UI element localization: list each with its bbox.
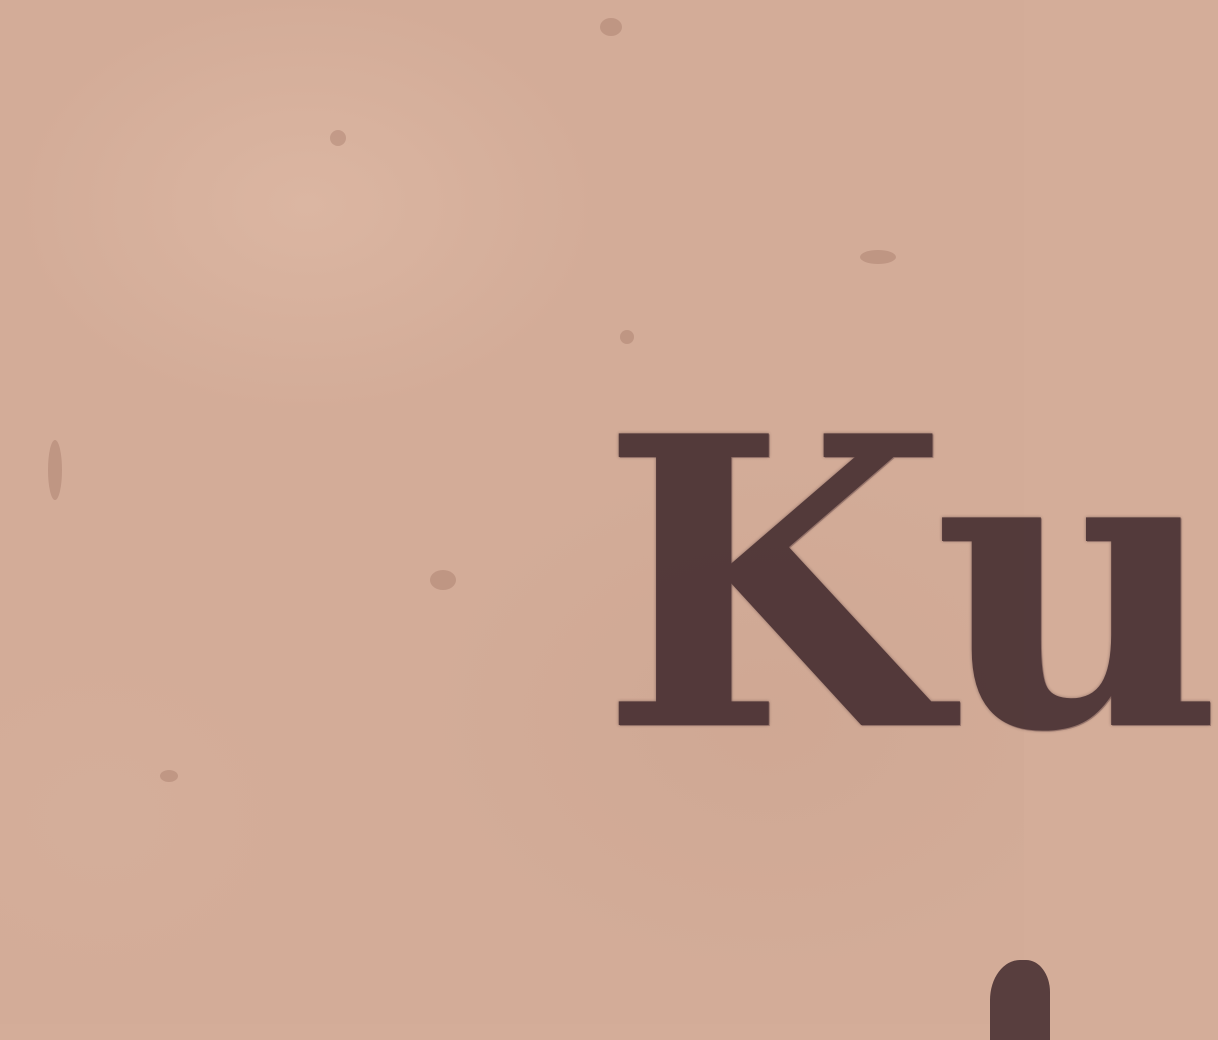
paper-speck [620, 330, 634, 344]
next-line-letter-fragment [990, 960, 1050, 1040]
paper-speck [160, 770, 178, 782]
paper-speck [860, 250, 896, 264]
printed-word: Ku [600, 350, 1218, 820]
paper-speck [430, 570, 456, 590]
paper-speck [48, 440, 62, 500]
paper-speck [600, 18, 622, 36]
paper-speck [330, 130, 346, 146]
